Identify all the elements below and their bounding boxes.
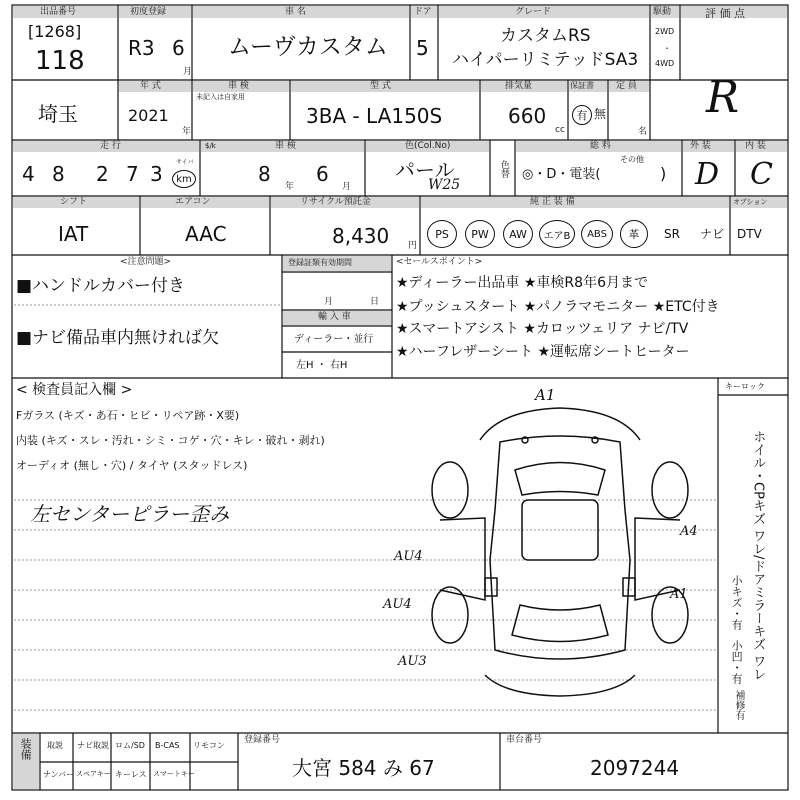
sales-point-4: ★ハーフレザーシート ★運転席シートヒーター <box>396 344 690 360</box>
label-cc: 排気量 <box>505 81 533 91</box>
footer-keyless: キーレス <box>115 770 147 779</box>
drive-2wd: 2WD <box>655 27 675 36</box>
label-door: ドア <box>414 7 432 17</box>
label-exterior: 外 装 <box>690 141 711 151</box>
region: 埼玉 <box>38 102 78 126</box>
label-inspection-expiry: 車 検 <box>275 141 296 151</box>
footer-bcas: B-CAS <box>155 741 180 750</box>
rear-bumper <box>485 675 635 696</box>
equip-leather-label: 革 <box>628 228 640 241</box>
mileage-digit-5: 3 <box>150 162 163 186</box>
label-ac: エアコン <box>175 197 211 207</box>
equip-pw-label: PW <box>471 227 489 241</box>
label-recycle: リサイクル預託金 <box>300 197 371 207</box>
footer-smart-key: スマートキー <box>153 770 195 778</box>
key-lock-label: キーロック <box>725 382 765 391</box>
equip-ps-label: PS <box>435 227 449 241</box>
label-car-name: 車 名 <box>285 7 306 17</box>
mark-left-door: AU4 <box>383 597 412 612</box>
equip-airbag-label: エアB <box>543 230 571 242</box>
grade-line-1: カスタムRS <box>500 26 591 46</box>
label-warranty: 保証書 <box>570 81 594 90</box>
drive-4wd: 4WD <box>655 59 675 68</box>
label-equipment: 純 正 装 備 <box>530 197 575 207</box>
equip-pw <box>465 220 495 248</box>
note-1: ■ハンドルカバー付き <box>16 276 186 296</box>
import-title: 輸 入 車 <box>318 312 351 322</box>
reg-title: 登録証類有効期間 <box>288 258 352 267</box>
color-code: W25 <box>428 177 461 193</box>
recycle-value: 8,430 <box>332 224 390 248</box>
label-lot: 出品番号 <box>40 7 77 17</box>
equip-sr: SR <box>664 227 680 241</box>
label-option: オプション <box>733 198 768 206</box>
exterior-grade: D <box>695 157 720 192</box>
legend-small-scratch: 小キズ・有 <box>730 575 744 630</box>
interior-grade: C <box>750 157 773 192</box>
first-reg-month: 6 <box>172 36 185 60</box>
equip-aw <box>503 220 533 248</box>
label-drive: 駆動 <box>653 7 672 17</box>
label-model-year: 年 式 <box>140 81 161 91</box>
model-year-unit: 年 <box>182 127 192 137</box>
legend-small-dent: 小凹・有 <box>730 640 744 684</box>
inspection-expiry-month: 6 <box>316 162 329 186</box>
mileage-digit-3: 2 <box>96 162 109 186</box>
mileage-digit-2: 8 <box>52 162 65 186</box>
mark-right-door: A1 <box>670 587 688 602</box>
front-bumper <box>480 408 640 440</box>
rear-window <box>512 605 608 642</box>
sales-title: <セールスポイント> <box>396 257 483 267</box>
roof <box>522 500 598 560</box>
mark-front: A1 <box>535 386 556 404</box>
sales-point-3: ★スマートアシスト ★カロッツェリア ナビ/TV <box>396 321 689 337</box>
inspection-note: 未記入は自家用 <box>196 93 245 101</box>
footer-navi-manual: ナビ取説 <box>77 741 109 750</box>
sales-point-1: ★ディーラー出品車 ★車検R8年6月まで <box>396 275 648 291</box>
color-paren: ) <box>660 164 667 183</box>
legend-repaired: 補修有 <box>733 690 744 720</box>
sales-point-2: ★プッシュスタート ★パノラマモニター ★ETC付き <box>396 299 720 315</box>
equip-ps <box>427 220 457 248</box>
model-code: 3BA - LA150S <box>306 104 443 128</box>
windshield <box>515 463 605 496</box>
auction-inspection-sheet: 出品番号 初度登録 車 名 ドア グレード 駆動 評 価 点 [1268] 118 R3 6 月 ムーヴカスタム 5 カスタムRS ハイパーリミテッドSA3 2WD ・ 4WD R 年 式 車 検 型 式 排気量 保証書 定 員 埼玉 2021 年 未記入は自家用 3BA - LA150S 660 cc 有 無 名 走 行 $/k 車 検 色(Col.No) 総 料 外 装 内 装 4 8 2 7 3 サイバ km 8 年 6 月 パール W25 色替 ◎・D・電装( ) その他 D C シフト エアコン リサイクル預託金 純 正 装 備 オプション IAT AAC 8,430 円 PS PW AW エアB ABS 革 SR ナビ DTV <注意問題> ■ハンドルカバー付き ■ナビ備品車内無ければ欠 登録証類有効期間 月 日 輸 入 車 ディーラー・並行 左H ・ 右H <セールスポイント> ★ディーラー出品車 ★車検R8年6月まで ★プッシュスタート ★パノラマモニター ★ETC付き ★スマートアシスト ★カロッツェリア ナビ/TV ★ハーフレザーシート ★運転席シートヒーター < 検査員記入欄 > Fガラス (キズ・あ石・ヒビ・リペア跡・X要) 内装 (キズ・スレ・汚れ・シミ・コゲ・穴・キレ・破れ・剥れ) オーディオ (無し・穴) / タイヤ (スタッドレス) 左センターピラー歪み キーロック A1 AU4 AU4 AU3 A4 A1 ホイル・CPキズ ワレ/ドアミラーキズ ワレ 小キズ・有 小凹・有 補修有 装備 取説 ナビ取説 ロム/SD B-CAS リモコン ナンバー スペアキー キーレス スマートキー 登録番号 大宮 584 み 67 車台番号 2097244 <box>0 0 800 800</box>
label-interior: 内 装 <box>745 141 766 151</box>
front-right-wheel <box>652 462 688 518</box>
footer-manual: 取説 <box>47 741 63 750</box>
mileage-digit-4: 7 <box>126 162 139 186</box>
warranty-yes: 有 <box>576 109 588 122</box>
inspector-line-2: 内装 (キズ・スレ・汚れ・シミ・コゲ・穴・キレ・破れ・剥れ) <box>16 434 325 447</box>
car-body <box>490 436 630 659</box>
ac-value: AAC <box>185 222 227 246</box>
score-value: R <box>706 72 740 123</box>
mileage-unit: km <box>176 173 192 185</box>
mileage-unit-circle <box>172 170 196 188</box>
inspector-line-3: オーディオ (無し・穴) / タイヤ (スタッドレス) <box>16 459 248 472</box>
equip-aw-label: AW <box>509 227 527 241</box>
warranty-yes-circle <box>572 105 592 125</box>
label-capacity: 定 員 <box>616 81 637 91</box>
first-reg-month-unit: 月 <box>183 67 193 77</box>
car-name: ムーヴカスタム <box>228 34 388 60</box>
inspection-expiry-year: 8 <box>258 162 271 186</box>
equip-leather <box>620 220 648 248</box>
equip-abs <box>581 220 613 248</box>
note-2: ■ナビ備品車内無ければ欠 <box>16 328 220 348</box>
inspector-line-1: Fガラス (キズ・あ石・ヒビ・リペア跡・X要) <box>16 409 240 422</box>
first-reg-era: R3 <box>128 36 155 60</box>
label-inspection: 車 検 <box>228 81 249 91</box>
capacity-unit: 名 <box>638 127 648 137</box>
grade-line-2: ハイパーリミテッドSA3 <box>452 50 639 70</box>
front-left-wheel <box>432 462 468 518</box>
recycle-unit: 円 <box>408 241 418 251</box>
label-lap: $/k <box>205 142 216 150</box>
shift-value: IAT <box>58 222 89 246</box>
mark-right-front: A4 <box>680 524 698 539</box>
chassis-number: 2097244 <box>590 756 680 780</box>
equip-abs-label: ABS <box>587 228 607 240</box>
legend-main: ホイル・CPキズ ワレ/ドアミラーキズ ワレ <box>750 430 766 681</box>
inspector-title: < 検査員記入欄 > <box>16 382 133 398</box>
lot-number: 118 <box>35 46 85 76</box>
inspection-expiry-year-unit: 年 <box>285 182 295 192</box>
label-plate: 登録番号 <box>244 735 281 745</box>
color-options: ◎・D・電装( <box>522 167 601 182</box>
mileage-digit-1: 4 <box>22 162 35 186</box>
color-other: その他 <box>620 155 644 164</box>
lot-code: [1268] <box>28 22 82 41</box>
inspection-expiry-month-unit: 月 <box>342 182 352 192</box>
label-model: 型 式 <box>370 81 391 91</box>
footer-rom-sd: ロム/SD <box>115 741 145 750</box>
import-dealer: ディーラー・並行 <box>294 334 374 345</box>
label-shift: シフト <box>60 197 88 207</box>
label-first-reg: 初度登録 <box>130 7 167 17</box>
label-grade: グレード <box>515 7 552 17</box>
label-mileage: 走 行 <box>100 141 121 151</box>
cc-unit: cc <box>555 125 565 135</box>
mark-left-front: AU4 <box>394 549 423 564</box>
mark-left-rear: AU3 <box>398 654 427 669</box>
equip-dtv: DTV <box>737 227 762 241</box>
footer-remote: リモコン <box>193 741 225 750</box>
plate-number: 大宮 584 み 67 <box>292 756 435 780</box>
reg-month: 月 <box>324 297 334 307</box>
equip-airbag <box>539 220 575 248</box>
car-damage-diagram <box>430 400 690 700</box>
footer-number: ナンバー <box>43 770 75 779</box>
reg-day: 日 <box>370 297 380 307</box>
label-score: 評 価 点 <box>705 7 745 20</box>
mileage-unit-label: サイバ <box>176 159 194 166</box>
label-chassis: 車台番号 <box>506 735 543 745</box>
warranty-no: 無 <box>594 107 607 121</box>
footer-equipment-tag: 装備 <box>19 738 33 760</box>
model-year: 2021 <box>128 106 169 125</box>
door-count: 5 <box>416 36 429 60</box>
color-change-label: 色替 <box>498 160 509 178</box>
inspector-handwritten-note: 左センターピラー歪み <box>30 502 230 526</box>
notes-title: <注意問題> <box>120 257 172 267</box>
label-colors-total: 総 料 <box>590 141 611 151</box>
cc-value: 660 <box>508 104 547 128</box>
equip-navi: ナビ <box>700 227 725 241</box>
color-name: パール <box>395 158 455 182</box>
import-steering: 左H ・ 右H <box>296 360 348 371</box>
footer-spare-key: スペアキー <box>76 770 111 778</box>
label-color: 色(Col.No) <box>405 141 451 151</box>
